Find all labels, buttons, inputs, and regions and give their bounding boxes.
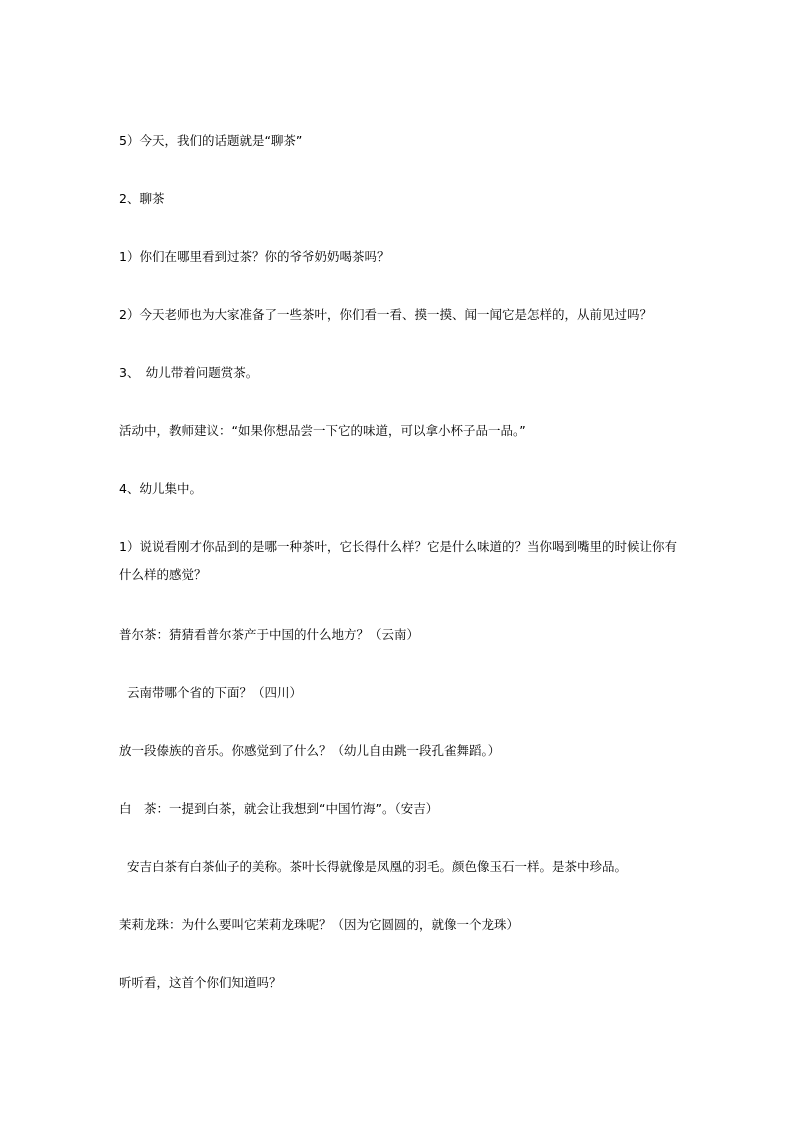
paragraph-jasmine-dragon-pearl: 茉莉龙珠：为什么要叫它茉莉龙珠呢？（因为它圆圆的，就像一个龙珠） [119, 917, 520, 932]
paragraph-anji-white-tea: 安吉白茶有白茶仙子的美称。茶叶长得就像是凤凰的羽毛。颜色像玉石一样。是茶中珍品。 [127, 859, 628, 874]
question-taste-feeling: 1）说说看刚才你品到的是哪一种茶叶，它长得什么样？它是什么味道的？当你喝到嘴里的时候让你有什么样的感觉？ [119, 539, 677, 582]
heading-appreciate-tea: 3、 幼儿带着问题赏茶。 [119, 365, 259, 380]
heading-chat-tea: 2、聊茶 [119, 191, 165, 206]
paragraph-yunnan-location: 云南带哪个省的下面？（四川） [127, 685, 303, 700]
paragraph-teacher-suggestion: 活动中，教师建议：“如果你想品尝一下它的味道，可以拿小杯子品一品。” [119, 423, 526, 438]
paragraph-white-tea: 白 茶：一提到白茶，就会让我想到“中国竹海”。（安吉） [119, 801, 439, 816]
paragraph-dai-music: 放一段傣族的音乐。你感觉到了什么？（幼儿自由跳一段孔雀舞蹈。） [119, 743, 501, 758]
paragraph-listen-song: 听听看，这首个你们知道吗？ [119, 975, 282, 990]
heading-children-gather: 4、幼儿集中。 [119, 481, 202, 496]
paragraph-pu-er-tea: 普尔茶：猜猜看普尔茶产于中国的什么地方？（云南） [119, 627, 420, 642]
question-teacher-prepared-tea: 2）今天老师也为大家准备了一些茶叶，你们看一看、摸一摸、闻一闻它是怎样的，从前见过吗？ [119, 307, 652, 322]
paragraph-topic: 5）今天，我们的话题就是“聊茶” [119, 133, 303, 148]
question-where-seen-tea: 1）你们在哪里看到过茶？你的爷爷奶奶喝茶吗？ [119, 249, 390, 264]
